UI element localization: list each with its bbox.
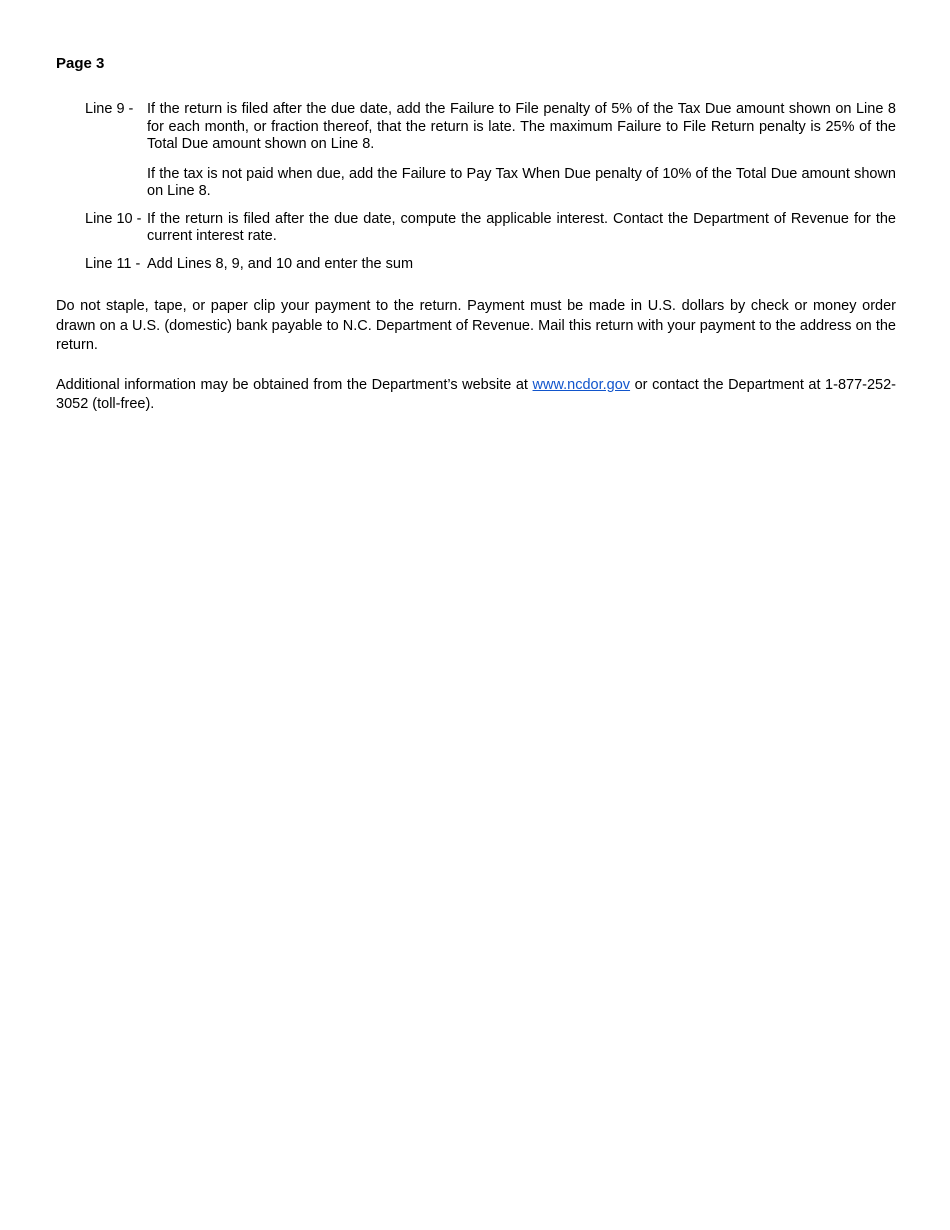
line-11-instruction <box>85 256 896 274</box>
line-9-instruction <box>85 101 896 201</box>
line-11-paragraph: Add Lines 8, 9, and 10 and enter the sum <box>147 255 414 272</box>
line-instructions <box>85 101 896 273</box>
additional-info-text-after-link: or contact the Department at 1-877-252-3052 (toll-free). <box>56 376 896 412</box>
document-page <box>56 54 896 435</box>
ncdor-website-link[interactable]: www.ncdor.gov <box>532 376 631 393</box>
line-9-paragraph-failure-to-pay: If the tax is not paid when due, add the Failure to Pay Tax When Due penalty of 10% of the Total Due amount shown on Line 8. <box>147 165 896 199</box>
line-10-body <box>147 211 896 246</box>
page-title: Page 3 <box>56 55 105 72</box>
payment-instructions-paragraph: Do not staple, tape, or paper clip your payment to the return. Payment must be made in U.S. dollars by check or money order drawn on a U.S. (domestic) bank payable to N.C. Department of Revenue. Mail this return with your payment to the address on the return. <box>56 298 896 353</box>
line-10-instruction <box>85 211 896 246</box>
line-10-label: Line 10 - <box>85 210 142 227</box>
line-11-label: Line 11 - <box>85 255 141 272</box>
line-11-body <box>147 256 896 274</box>
additional-info-paragraph <box>56 376 896 415</box>
line-9-body <box>147 101 896 201</box>
line-10-paragraph: If the return is filed after the due date, compute the applicable interest. Contact the Department of Revenue for the current interest rate. <box>147 210 896 244</box>
line-9-paragraph-failure-to-file: If the return is filed after the due date, add the Failure to File penalty of 5% of the Tax Due amount shown on Line 8 for each month, or fraction thereof, that the return is late. The maximum Failure to File Return penalty is 25% of the Total Due amount shown on Line 8. <box>147 101 896 152</box>
additional-info-text-before-link: Additional information may be obtained from the Department’s website at <box>56 376 533 393</box>
line-9-label: Line 9 - <box>85 101 134 117</box>
